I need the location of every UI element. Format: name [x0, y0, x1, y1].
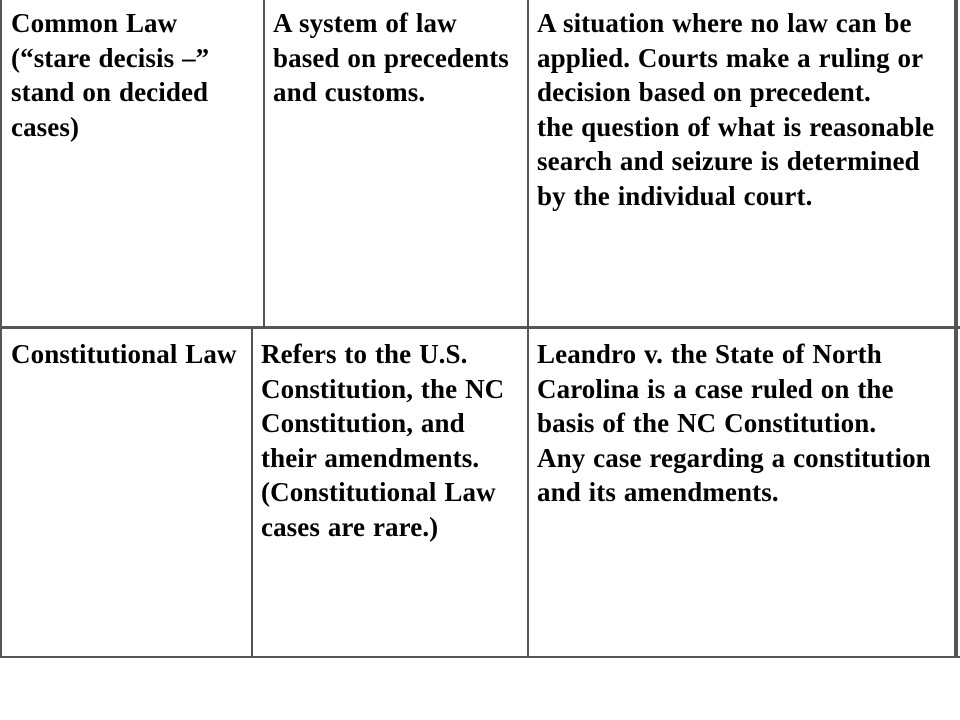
definition-text: Refers to the U.S. Constitution, the NC Constitution, and their amendments. (Constitutional Law cases are rare.) [261, 339, 505, 542]
example-text-1: A situation where no law can be applied. Courts make a ruling or decision based on precedent. [537, 8, 923, 107]
term-text: Constitutional Law [11, 339, 237, 369]
cell-term-constitutional-law [11, 337, 246, 372]
definition-text: A system of law based on precedents and customs. [273, 8, 509, 107]
table-border-bottom [0, 656, 960, 658]
table-row-common-law [0, 0, 960, 326]
cell-definition-constitutional-law [261, 337, 521, 544]
cell-definition-common-law [273, 6, 521, 110]
example-text-2: the question of what is reasonable search and seizure is determined by the individual court. [537, 111, 935, 211]
term-text: Common Law (“stare decisis –” stand on decided cases) [11, 8, 210, 142]
example-text-2: Any case regarding a constitution and its amendments. [537, 442, 931, 507]
cell-term-common-law [11, 6, 256, 144]
cell-examples-common-law [537, 6, 949, 213]
example-text-1: Leandro v. the State of North Carolina is a case ruled on the basis of the NC Constitution. [537, 339, 894, 438]
table-row-constitutional-law [0, 329, 960, 656]
cell-examples-constitutional-law [537, 337, 949, 510]
